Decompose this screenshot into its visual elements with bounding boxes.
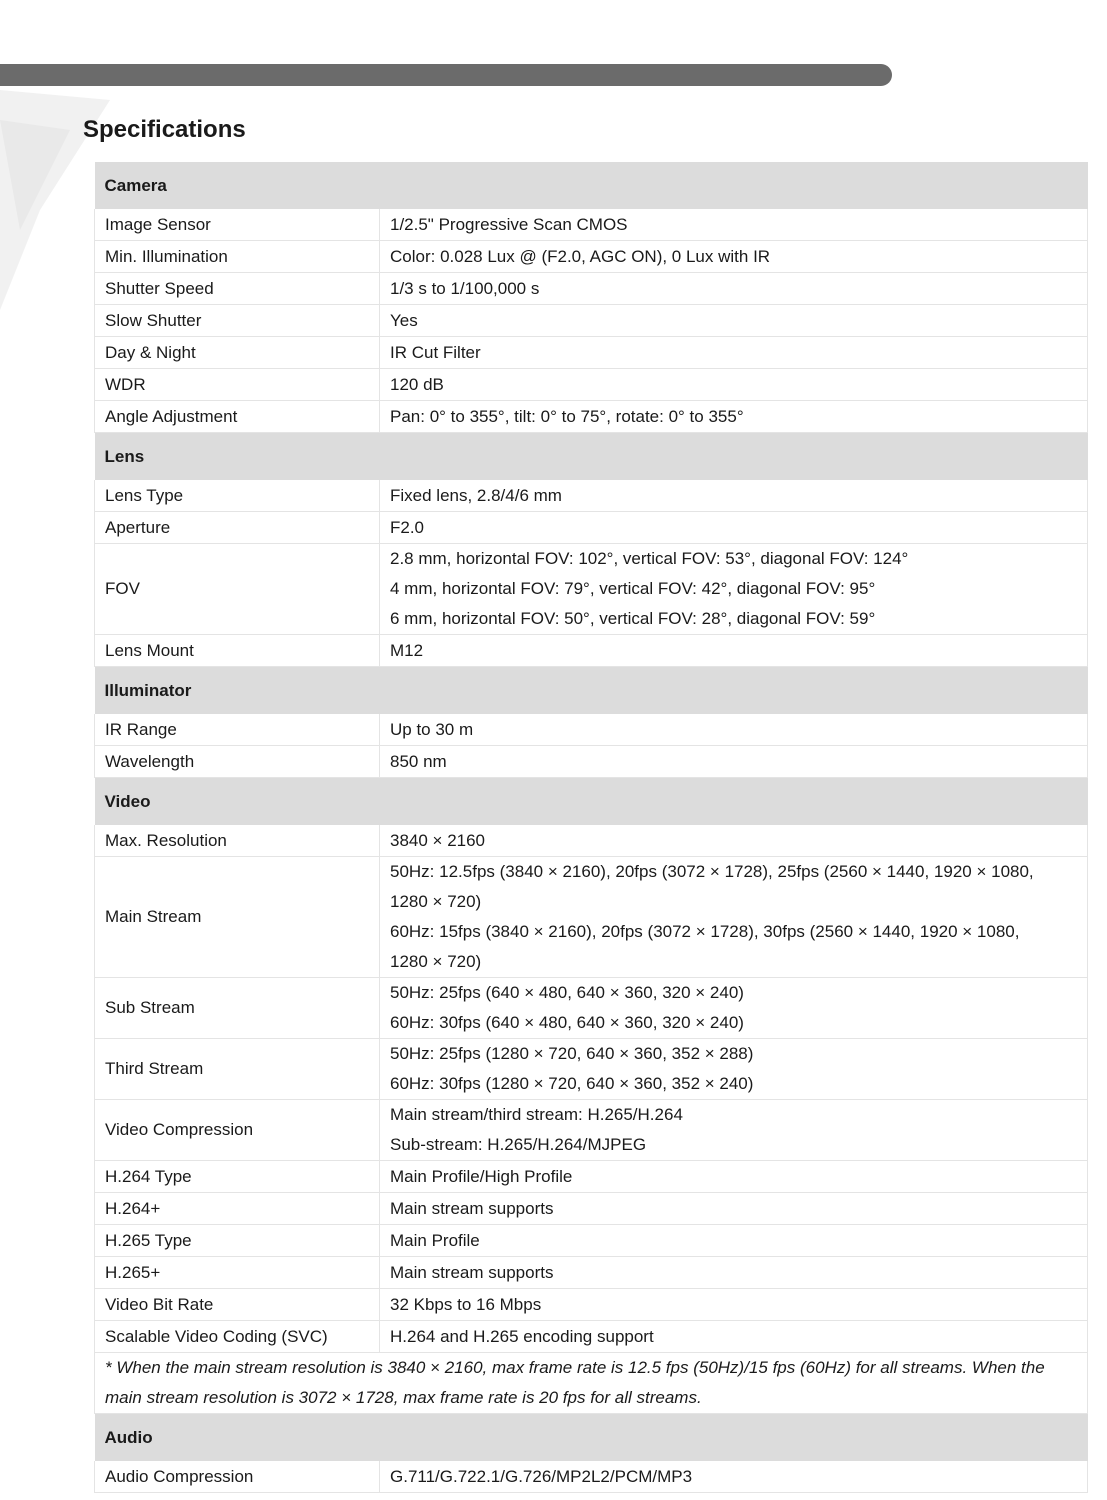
spec-value-line: F2.0 — [390, 517, 425, 537]
spec-row — [95, 1039, 1088, 1100]
spec-value — [380, 1225, 1088, 1257]
spec-value — [380, 241, 1088, 273]
spec-row — [95, 209, 1088, 241]
spec-label: H.264+ — [95, 1193, 380, 1225]
spec-label: H.264 Type — [95, 1161, 380, 1193]
spec-value-line: Main stream/third stream: H.265/H.264 — [390, 1105, 683, 1124]
spec-value-line: M12 — [390, 640, 424, 660]
spec-label: Lens Type — [95, 480, 380, 512]
spec-value-line: IR Cut Filter — [390, 342, 481, 362]
spec-value-line: Color: 0.028 Lux @ (F2.0, AGC ON), 0 Lux with IR — [390, 246, 771, 266]
spec-value-line: 60Hz: 15fps (3840 × 2160), 20fps (3072 × 1728), 30fps (2560 × 1440, 1920 × 1080, — [390, 922, 1020, 941]
spec-value — [380, 337, 1088, 369]
spec-value — [380, 978, 1088, 1039]
spec-row — [95, 337, 1088, 369]
spec-label: Image Sensor — [95, 209, 380, 241]
spec-value-line: 1/3 s to 1/100,000 s — [390, 278, 540, 298]
page-title: Specifications — [83, 116, 246, 143]
footnote: * When the main stream resolution is 3840 × 2160, max frame rate is 12.5 fps (50Hz)/15 fps (60Hz) for all streams. When the main stream resolution is 3072 × 1728, max frame rate is 20 fps for all streams. — [95, 1353, 1088, 1414]
spec-value-line: 50Hz: 25fps (640 × 480, 640 × 360, 320 × 240) — [390, 983, 744, 1002]
spec-value-line: 4 mm, horizontal FOV: 79°, vertical FOV: 42°, diagonal FOV: 95° — [390, 579, 876, 598]
spec-value — [380, 401, 1088, 433]
spec-row — [95, 512, 1088, 544]
spec-label: Max. Resolution — [95, 825, 380, 857]
spec-value — [380, 825, 1088, 857]
section-header-row — [95, 162, 1088, 209]
spec-label: H.265 Type — [95, 1225, 380, 1257]
spec-row — [95, 714, 1088, 746]
spec-value-line: 50Hz: 12.5fps (3840 × 2160), 20fps (3072 × 1728), 25fps (2560 × 1440, 1920 × 1080, — [390, 862, 1034, 881]
spec-label: Day & Night — [95, 337, 380, 369]
spec-value-line: 60Hz: 30fps (1280 × 720, 640 × 360, 352 × 240) — [390, 1074, 754, 1093]
spec-label: Angle Adjustment — [95, 401, 380, 433]
spec-row — [95, 1321, 1088, 1353]
spec-value-line: Yes — [390, 310, 418, 330]
section-header-row — [95, 667, 1088, 715]
section-header: Camera — [95, 162, 1088, 209]
spec-row — [95, 746, 1088, 778]
spec-value — [380, 635, 1088, 667]
spec-label: Audio Compression — [95, 1461, 380, 1493]
spec-label: Min. Illumination — [95, 241, 380, 273]
spec-row — [95, 401, 1088, 433]
spec-row — [95, 241, 1088, 273]
spec-value-line: Fixed lens, 2.8/4/6 mm — [390, 485, 562, 505]
spec-value-line: 32 Kbps to 16 Mbps — [390, 1294, 542, 1314]
spec-value — [380, 512, 1088, 544]
spec-row — [95, 1225, 1088, 1257]
spec-value-line: 6 mm, horizontal FOV: 50°, vertical FOV: 28°, diagonal FOV: 59° — [390, 609, 876, 628]
spec-value-line: Up to 30 m — [390, 719, 474, 739]
spec-label: Wavelength — [95, 746, 380, 778]
spec-value — [380, 544, 1088, 635]
section-header-row — [95, 1414, 1088, 1462]
spec-value — [380, 857, 1088, 978]
spec-label: Aperture — [95, 512, 380, 544]
spec-value-line: 60Hz: 30fps (640 × 480, 640 × 360, 320 × 240) — [390, 1013, 744, 1032]
spec-table — [94, 162, 1088, 1493]
spec-value-line: Main Profile — [390, 1230, 480, 1250]
spec-value-line: 3840 × 2160 — [390, 830, 486, 850]
spec-label: Sub Stream — [95, 978, 380, 1039]
spec-row — [95, 1193, 1088, 1225]
spec-row — [95, 1461, 1088, 1493]
spec-value-line: H.264 and H.265 encoding support — [390, 1326, 654, 1346]
spec-value-line: Pan: 0° to 355°, tilt: 0° to 75°, rotate: 0° to 355° — [390, 406, 744, 426]
spec-value — [380, 1193, 1088, 1225]
spec-row — [95, 305, 1088, 337]
spec-value — [380, 714, 1088, 746]
spec-row — [95, 857, 1088, 978]
spec-value — [380, 1289, 1088, 1321]
spec-label: Shutter Speed — [95, 273, 380, 305]
spec-value-line: 50Hz: 25fps (1280 × 720, 640 × 360, 352 × 288) — [390, 1044, 754, 1063]
spec-value — [380, 1161, 1088, 1193]
spec-value — [380, 746, 1088, 778]
spec-value-line: Main stream supports — [390, 1262, 554, 1282]
spec-label: Main Stream — [95, 857, 380, 978]
spec-label: Slow Shutter — [95, 305, 380, 337]
section-header-row — [95, 778, 1088, 826]
spec-row — [95, 480, 1088, 512]
section-header: Lens — [95, 433, 1088, 481]
section-header: Video — [95, 778, 1088, 826]
spec-value-line: 850 nm — [390, 751, 447, 771]
spec-value-line: 1280 × 720) — [390, 952, 482, 971]
spec-value — [380, 209, 1088, 241]
spec-label: FOV — [95, 544, 380, 635]
section-header-row — [95, 433, 1088, 481]
spec-label: WDR — [95, 369, 380, 401]
spec-row — [95, 369, 1088, 401]
spec-value — [380, 273, 1088, 305]
spec-row — [95, 1100, 1088, 1161]
spec-label: Scalable Video Coding (SVC) — [95, 1321, 380, 1353]
note-row — [95, 1353, 1088, 1414]
spec-value — [380, 1461, 1088, 1493]
spec-row — [95, 544, 1088, 635]
spec-value — [380, 1100, 1088, 1161]
spec-row — [95, 1257, 1088, 1289]
header-bar — [0, 64, 892, 86]
section-header: Illuminator — [95, 667, 1088, 715]
spec-value — [380, 1257, 1088, 1289]
spec-value — [380, 480, 1088, 512]
spec-value — [380, 305, 1088, 337]
spec-value-line: 1/2.5" Progressive Scan CMOS — [390, 214, 628, 234]
spec-row — [95, 1289, 1088, 1321]
spec-row — [95, 635, 1088, 667]
spec-value-line: Sub-stream: H.265/H.264/MJPEG — [390, 1135, 647, 1154]
spec-value-line: Main Profile/High Profile — [390, 1166, 573, 1186]
spec-value-line: G.711/G.722.1/G.726/MP2L2/PCM/MP3 — [390, 1466, 693, 1486]
spec-value-line: 2.8 mm, horizontal FOV: 102°, vertical FOV: 53°, diagonal FOV: 124° — [390, 549, 909, 568]
section-header: Audio — [95, 1414, 1088, 1462]
spec-value — [380, 1039, 1088, 1100]
spec-label: Video Bit Rate — [95, 1289, 380, 1321]
spec-row — [95, 1161, 1088, 1193]
spec-row — [95, 825, 1088, 857]
spec-row — [95, 273, 1088, 305]
spec-label: Lens Mount — [95, 635, 380, 667]
spec-label: Third Stream — [95, 1039, 380, 1100]
spec-label: IR Range — [95, 714, 380, 746]
spec-label: H.265+ — [95, 1257, 380, 1289]
spec-value-line: 1280 × 720) — [390, 892, 482, 911]
spec-row — [95, 978, 1088, 1039]
spec-value — [380, 369, 1088, 401]
spec-label: Video Compression — [95, 1100, 380, 1161]
spec-value — [380, 1321, 1088, 1353]
spec-value-line: Main stream supports — [390, 1198, 554, 1218]
spec-value-line: 120 dB — [390, 374, 444, 394]
